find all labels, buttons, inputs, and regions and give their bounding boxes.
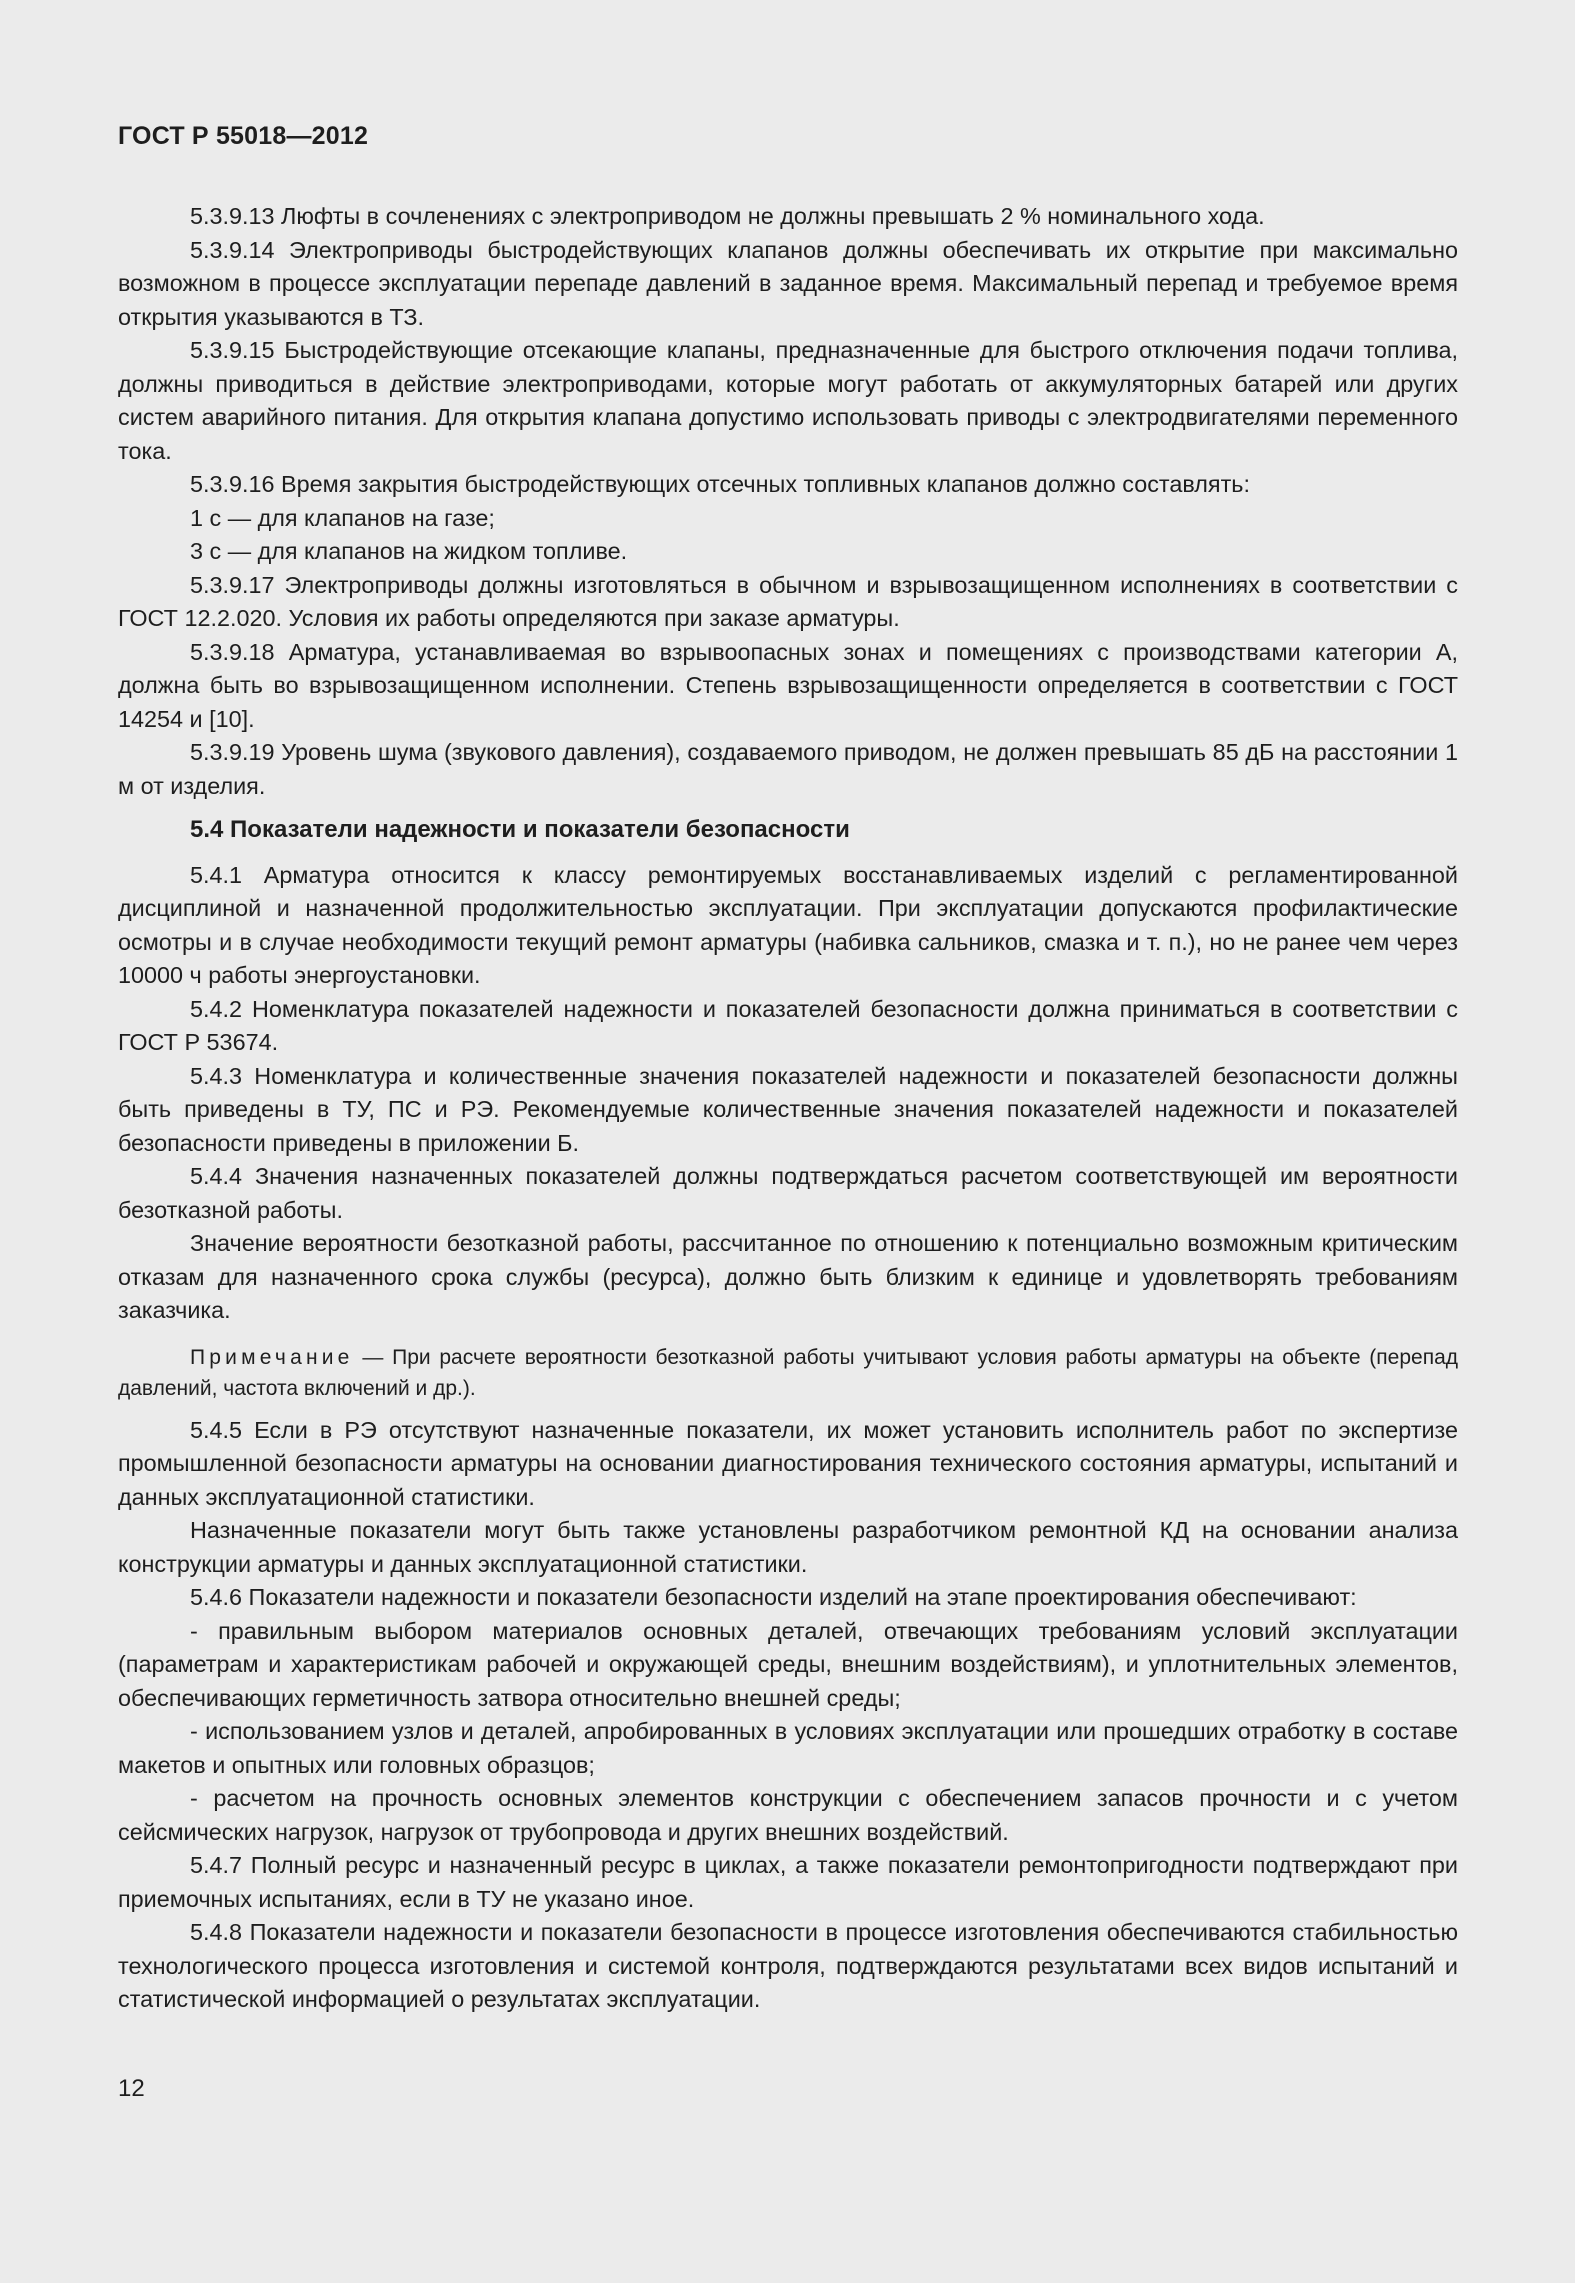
document-body [118,200,1458,2017]
paragraph-5-3-9-18: 5.3.9.18 Арматура, устанавливаемая во взрывоопасных зонах и помещениях с производствами категории А, должна быть во взрывозащищенном исполнении. Степень взрывозащищенности определяется в соответствии с ГОСТ 14254 и [10]. [118,638,1458,732]
paragraph-5-4-3: 5.4.3 Номенклатура и количественные значения показателей надежности и показателей безопасности должны быть приведены в ТУ, ПС и РЭ. Рекомендуемые количественные значения показателей надежности и показателей безопасности приведены в приложении Б. [118,1062,1458,1156]
paragraph-reliability-value: Значение вероятности безотказной работы, рассчитанное по отношению к потенциально возможным критическим отказам для назначенного срока службы (ресурса), должно быть близким к единице и удовлетворять требованиям заказчика. [118,1230,1458,1323]
page-number: 12 [118,2075,145,2102]
paragraph-5-4-4: 5.4.4 Значения назначенных показателей должны подтверждаться расчетом соответствующей им вероятности безотказной работы. [118,1163,1458,1223]
paragraph-assigned-indicators: Назначенные показатели могут быть также установлены разработчиком ремонтной КД на основании анализа конструкции арматуры и данных эксплуатационной статистики. [118,1517,1458,1577]
paragraph-5-3-9-14: 5.3.9.14 Электроприводы быстродействующих клапанов должны обеспечивать их открытие при максимально возможном в процессе эксплуатации перепаде давлений в заданное время. Максимальный перепад и требуемое время открытия указываются в ТЗ. [118,236,1458,330]
note [118,1342,1458,1404]
paragraph-5-4-7: 5.4.7 Полный ресурс и назначенный ресурс в циклах, а также показатели ремонтопригодности подтверждают при приемочных испытаниях, если в ТУ не указано иное. [118,1852,1458,1912]
paragraph-5-3-9-13: 5.3.9.13 Люфты в сочленениях с электроприводом не должны превышать 2 % номинального хода. [190,203,1265,229]
note-label: Примечание [190,1345,354,1369]
paragraph-5-4-6: 5.4.6 Показатели надежности и показатели безопасности изделий на этапе проектирования обеспечивают: [190,1584,1357,1610]
paragraph-5-4-5: 5.4.5 Если в РЭ отсутствуют назначенные показатели, их может установить исполнитель работ по экспертизе промышленной безопасности арматуры на основании диагностирования технического состояния арматуры, испытаний и данных эксплуатационной статистики. [118,1416,1458,1510]
paragraph-5-4-2: 5.4.2 Номенклатура показателей надежности и показателей безопасности должна приниматься в соответствии с ГОСТ Р 53674. [118,995,1458,1055]
note-dash: — [353,1345,393,1369]
paragraph-5-3-9-17: 5.3.9.17 Электроприводы должны изготовляться в обычном и взрывозащищенном исполнениях в соответствии с ГОСТ 12.2.020. Условия их работы определяются при заказе арматуры. [118,571,1458,631]
section-heading-5-4: 5.4 Показатели надежности и показатели безопасности [190,816,850,843]
document-header: ГОСТ Р 55018—2012 [118,122,369,150]
paragraph-5-3-9-19: 5.3.9.19 Уровень шума (звукового давления), создаваемого приводом, не должен превышать 85 дБ на расстоянии 1 м от изделия. [118,739,1458,799]
list-item-gas: 1 с — для клапанов на газе; [190,504,495,531]
paragraph-5-3-9-15: 5.3.9.15 Быстродействующие отсекающие клапаны, предназначенные для быстрого отключения подачи топлива, должны приводиться в действие электроприводами, которые могут работать от аккумуляторных батарей или других систем аварийного питания. Для открытия клапана допустимо использовать приводы с электродвигателями переменного тока. [118,337,1458,464]
note-text: При расчете вероятности безотказной работы учитывают условия работы арматуры на объекте (перепад давлений, частота включений и др.). [118,1345,1459,1400]
list-item-components: - использованием узлов и деталей, апробированных в условиях эксплуатации или прошедших отработку в составе макетов и опытных или головных образцов; [118,1718,1458,1778]
list-item-materials: - правильным выбором материалов основных деталей, отвечающих требованиям условий эксплуатации (параметрам и характеристикам рабочей и окружающей среды, внешним воздействиям), и уплотнительных элементов, обеспечивающих герметичность затвора относительно внешней среды; [118,1617,1458,1711]
paragraph-5-3-9-16: 5.3.9.16 Время закрытия быстродействующих отсечных топливных клапанов должно составлять: [190,471,1250,497]
list-item-strength: - расчетом на прочность основных элементов конструкции с обеспечением запасов прочности и с учетом сейсмических нагрузок, нагрузок от трубопровода и других внешних воздействий. [118,1785,1458,1845]
paragraph-5-4-8: 5.4.8 Показатели надежности и показатели безопасности в процессе изготовления обеспечиваются стабильностью технологического процесса изготовления и системой контроля, подтверждаются результатами всех видов испытаний и статистической информацией о результатах эксплуатации. [118,1919,1458,2012]
list-item-liquid-fuel: 3 с — для клапанов на жидком топливе. [190,538,628,564]
paragraph-5-4-1: 5.4.1 Арматура относится к классу ремонтируемых восстанавливаемых изделий с регламентированной дисциплиной и назначенной продолжительностью эксплуатации. При эксплуатации допускаются профилактические осмотры и в случае необходимости текущий ремонт арматуры (набивка сальников, смазка и т. п.), но не ранее чем через 10000 ч работы энергоустановки. [118,861,1458,988]
